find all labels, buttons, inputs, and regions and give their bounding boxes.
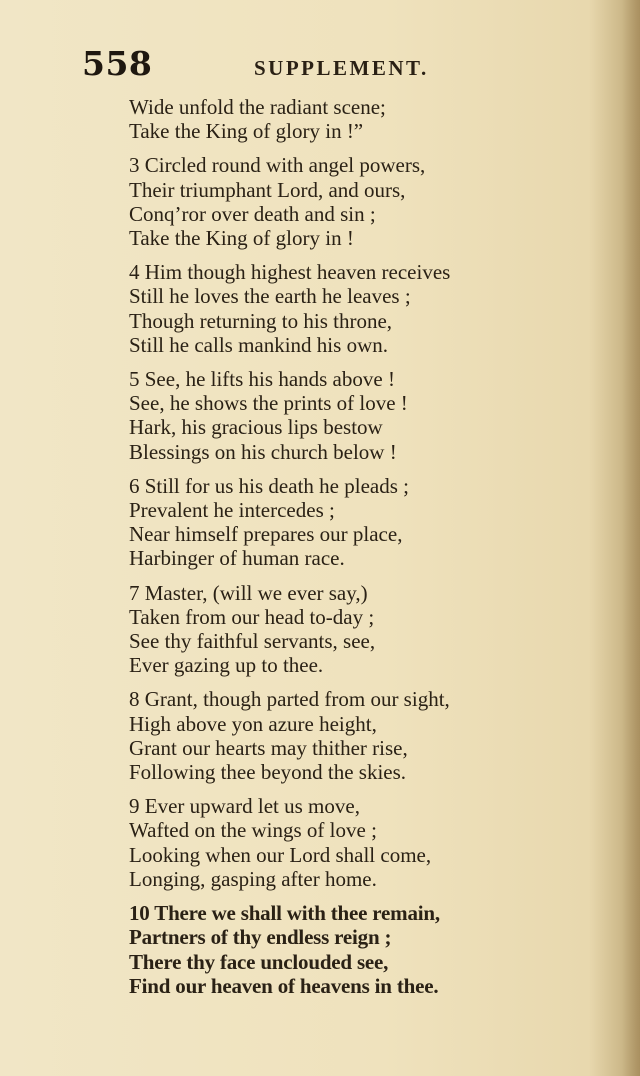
verse-line: Wafted on the wings of love ;	[129, 818, 377, 843]
verse-line: Their triumphant Lord, and ours,	[129, 177, 406, 202]
verse-line: Following thee beyond the skies.	[129, 760, 407, 785]
verse-line: 10 There we shall with thee remain,	[129, 901, 440, 926]
verse-line: Take the King of glory in !”	[129, 119, 364, 144]
verse-line: 8 Grant, though parted from our sight,	[129, 687, 450, 712]
verse-line: Blessings on his church below !	[129, 439, 397, 464]
page-edge-shadow	[622, 0, 640, 1076]
verse-line: See, he shows the prints of love !	[129, 391, 408, 416]
stanza-6	[129, 474, 599, 571]
stanza-5	[129, 367, 599, 464]
stanza-4	[129, 260, 599, 357]
stanza-3	[129, 153, 599, 250]
verse-line: Though returning to his throne,	[129, 308, 393, 333]
verse-line: Find our heaven of heavens in thee.	[129, 973, 439, 998]
verse-line: Ever gazing up to thee.	[129, 653, 324, 678]
verse-line: Grant our hearts may thither rise,	[129, 735, 408, 760]
verse-line: Take the King of glory in !	[129, 226, 354, 251]
stanza-10	[129, 901, 599, 998]
verse-line: Partners of thy endless reign ;	[129, 925, 392, 950]
verse-line: High above yon azure height,	[129, 711, 377, 736]
verse-line: Conq’ror over death and sin ;	[129, 201, 376, 226]
verse-line: 4 Him though highest heaven receives	[129, 260, 451, 285]
verse-line: Near himself prepares our place,	[129, 522, 403, 547]
stanza-9	[129, 794, 599, 891]
running-head: SUPPLEMENT.	[254, 56, 429, 80]
stanza-7	[129, 581, 599, 678]
verse-line: 3 Circled round with angel powers,	[129, 153, 426, 178]
verse-line: There thy face unclouded see,	[129, 949, 389, 974]
verse-line: Harbinger of human race.	[129, 546, 345, 571]
page-header	[82, 44, 482, 88]
continuation-stanza	[129, 95, 599, 143]
verse-line: Taken from our head to-day ;	[129, 604, 375, 629]
stanza-8	[129, 687, 599, 784]
verse-line: Still he calls mankind his own.	[129, 332, 388, 357]
page-number: 558	[82, 44, 153, 83]
verse-line: Looking when our Lord shall come,	[129, 842, 432, 867]
verse-line: Longing, gasping after home.	[129, 866, 377, 891]
verse-line: Still he loves the earth he leaves ;	[129, 284, 411, 309]
hymn-text	[129, 95, 599, 998]
verse-line: 5 See, he lifts his hands above !	[129, 367, 395, 392]
verse-line: 7 Master, (will we ever say,)	[129, 580, 368, 605]
verse-line: 9 Ever upward let us move,	[129, 794, 360, 819]
verse-line: 6 Still for us his death he pleads ;	[129, 473, 409, 498]
verse-line: See thy faithful servants, see,	[129, 629, 376, 654]
verse-line: Prevalent he intercedes ;	[129, 498, 335, 523]
verse-line: Hark, his gracious lips bestow	[129, 415, 383, 440]
verse-line: Wide unfold the radiant scene;	[129, 95, 386, 119]
